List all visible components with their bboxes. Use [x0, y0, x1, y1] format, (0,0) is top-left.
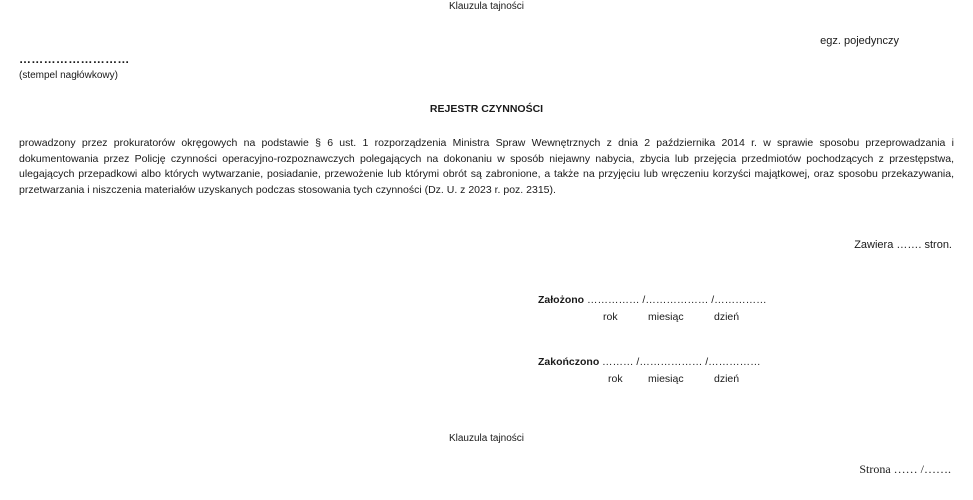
document-title: REJESTR CZYNNOŚCI [429, 103, 544, 115]
page-number: Strona …… /……. [859, 462, 951, 476]
stamp-label: (stempel nagłówkowy) [19, 70, 118, 81]
pages-count: Zawiera ……. stron. [854, 239, 952, 251]
copy-type: egz. pojedynczy [820, 35, 899, 47]
security-clause-top: Klauzula tajności [448, 1, 525, 12]
founded-day-label: dzień [714, 311, 740, 323]
founded-label: Założono [538, 294, 585, 306]
closed-year-label: rok [608, 373, 623, 385]
founded-month-label: miesiąc [648, 311, 684, 323]
founded-date-dots: …………… /……………… /…………… [587, 294, 767, 306]
document-description: prowadzony przez prokuratorów okręgowych na podstawie § 6 ust. 1 rozporządzenia Ministra Spraw Wewnętrznych z dnia 2 października 2014 r. w sprawie sposobu przeprowadzania i dokumentowania przez Policję czynności operacyjno-rozpoznawczych polegających na dokonaniu w sposób niejawny nabycia, zbycia lub przejęcia przedmiotów pochodzących z przestępstwa, ulegających przepadkowi albo których wytwarzanie, posiadanie, przewożenie lub którymi obrót są zabronione, a także na przyjęciu lub wręczeniu korzyści majątkowej, oraz sposobu przekazywania, przetwarzania i niszczenia materiałów uzyskanych podczas stosowania tych czynności (Dz. U. z 2023 r. poz. 2315). [19, 137, 954, 196]
founded-year-label: rok [603, 311, 618, 323]
stamp-placeholder: ……………………… [19, 52, 130, 66]
security-clause-bottom: Klauzula tajności [448, 433, 525, 444]
closed-label: Zakończono [538, 356, 600, 368]
closed-date-dots: ……… /……………… /…………… [602, 356, 761, 368]
closed-month-label: miesiąc [648, 373, 684, 385]
closed-day-label: dzień [714, 373, 740, 385]
